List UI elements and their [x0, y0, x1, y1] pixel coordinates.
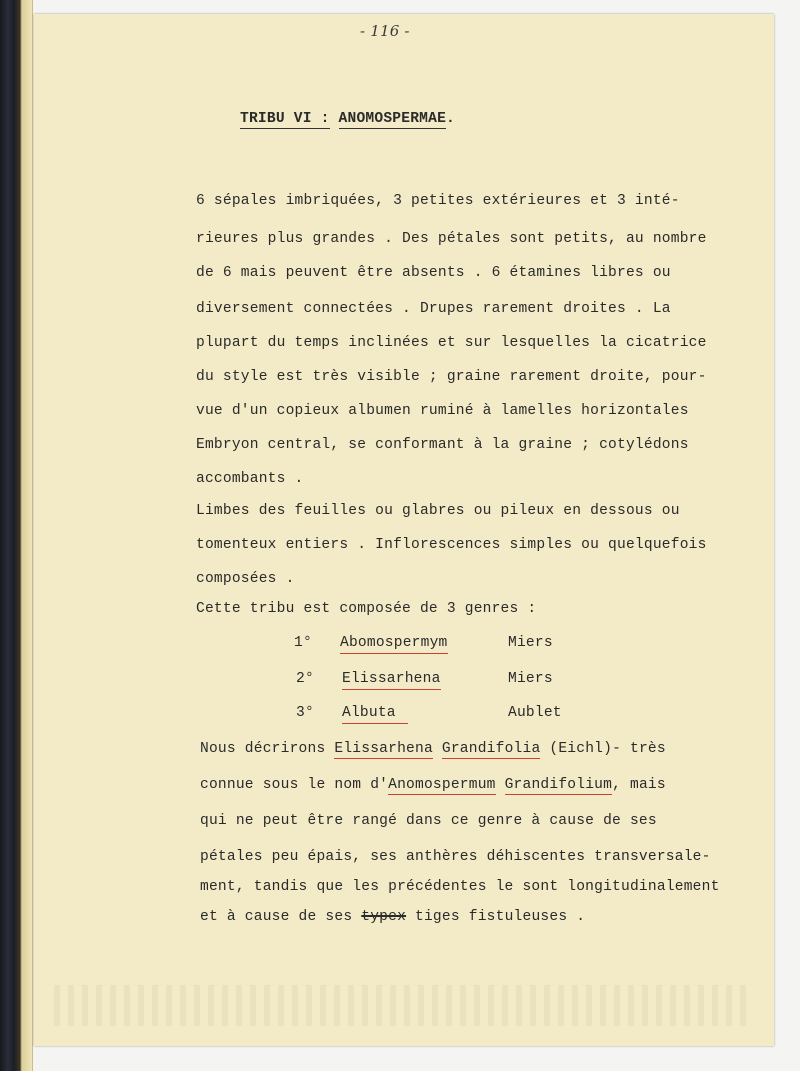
- genus-number: 1°: [294, 635, 312, 651]
- genus-author: Miers: [508, 671, 553, 687]
- para3-text: (Eichl)- très: [540, 741, 666, 757]
- para1-line4: diversement connectées . Drupes rarement droites . La: [196, 301, 671, 317]
- struck-word: typex: [361, 909, 407, 925]
- para3-line1: [200, 740, 666, 758]
- para1-line8: Embryon central, se conformant à la graine ; cotylédons: [196, 437, 689, 453]
- synonym-epithet: Grandifolium: [504, 777, 613, 793]
- para1-line1: 6 sépales imbriquées, 3 petites extérieures et 3 inté-: [196, 193, 680, 209]
- genera-intro: Cette tribu est composée de 3 genres :: [196, 601, 537, 617]
- genus-author: Miers: [508, 635, 553, 651]
- genus-number: 2°: [296, 671, 314, 687]
- para3-line6: [200, 908, 585, 926]
- document-page: [34, 14, 774, 1046]
- species-epithet: Grandifolia: [441, 741, 541, 757]
- genus-name: Abomospermym: [340, 634, 448, 654]
- para3-text: et à cause de ses: [200, 909, 362, 925]
- genus-name: Albuta: [342, 704, 408, 724]
- page-number: - 116 -: [360, 22, 410, 40]
- species-genus-name: Elissarhena: [334, 741, 433, 757]
- para3-line4: pétales peu épais, ses anthères déhiscentes transversale-: [200, 849, 711, 865]
- bleed-through-watermark: [54, 985, 754, 1026]
- para1-line6: du style est très visible ; graine rarement droite, pour-: [196, 369, 707, 385]
- para1-line5: plupart du temps inclinées et sur lesquelles la cicatrice: [196, 335, 707, 351]
- para2-line1: Limbes des feuilles ou glabres ou pileux en dessous ou: [196, 503, 680, 519]
- para3-line5: ment, tandis que les précédentes le sont longitudinalement: [200, 879, 720, 895]
- synonym-genus-name: Anomospermum: [388, 777, 496, 793]
- para2-line2: tomenteux entiers . Inflorescences simples ou quelquefois: [196, 537, 707, 553]
- para3-text: tiges fistuleuses .: [406, 909, 586, 925]
- title-name: ANOMOSPERMAE: [338, 111, 447, 127]
- para1-line9: accombants .: [196, 471, 304, 487]
- genus-name: Elissarhena: [342, 670, 441, 690]
- para3-text: Nous décrirons: [200, 741, 335, 757]
- para1-line2: rieures plus grandes . Des pétales sont petits, au nombre: [196, 231, 707, 247]
- binding-strip: [22, 0, 33, 1071]
- para3-line3: qui ne peut être rangé dans ce genre à cause de ses: [200, 813, 657, 829]
- title-prefix: TRIBU VI :: [240, 111, 330, 127]
- title-trailing: .: [446, 111, 456, 127]
- genus-number: 3°: [296, 705, 314, 721]
- para1-line3: de 6 mais peuvent être absents . 6 étamines libres ou: [196, 265, 671, 281]
- para3-line2: [200, 776, 666, 794]
- para3-text: connue sous le nom d': [200, 777, 389, 793]
- page-title: [240, 110, 455, 128]
- genus-author: Aublet: [508, 705, 562, 721]
- para3-text: , mais: [612, 777, 666, 793]
- para2-line3: composées .: [196, 571, 295, 587]
- para1-line7: vue d'un copieux albumen ruminé à lamelles horizontales: [196, 403, 689, 419]
